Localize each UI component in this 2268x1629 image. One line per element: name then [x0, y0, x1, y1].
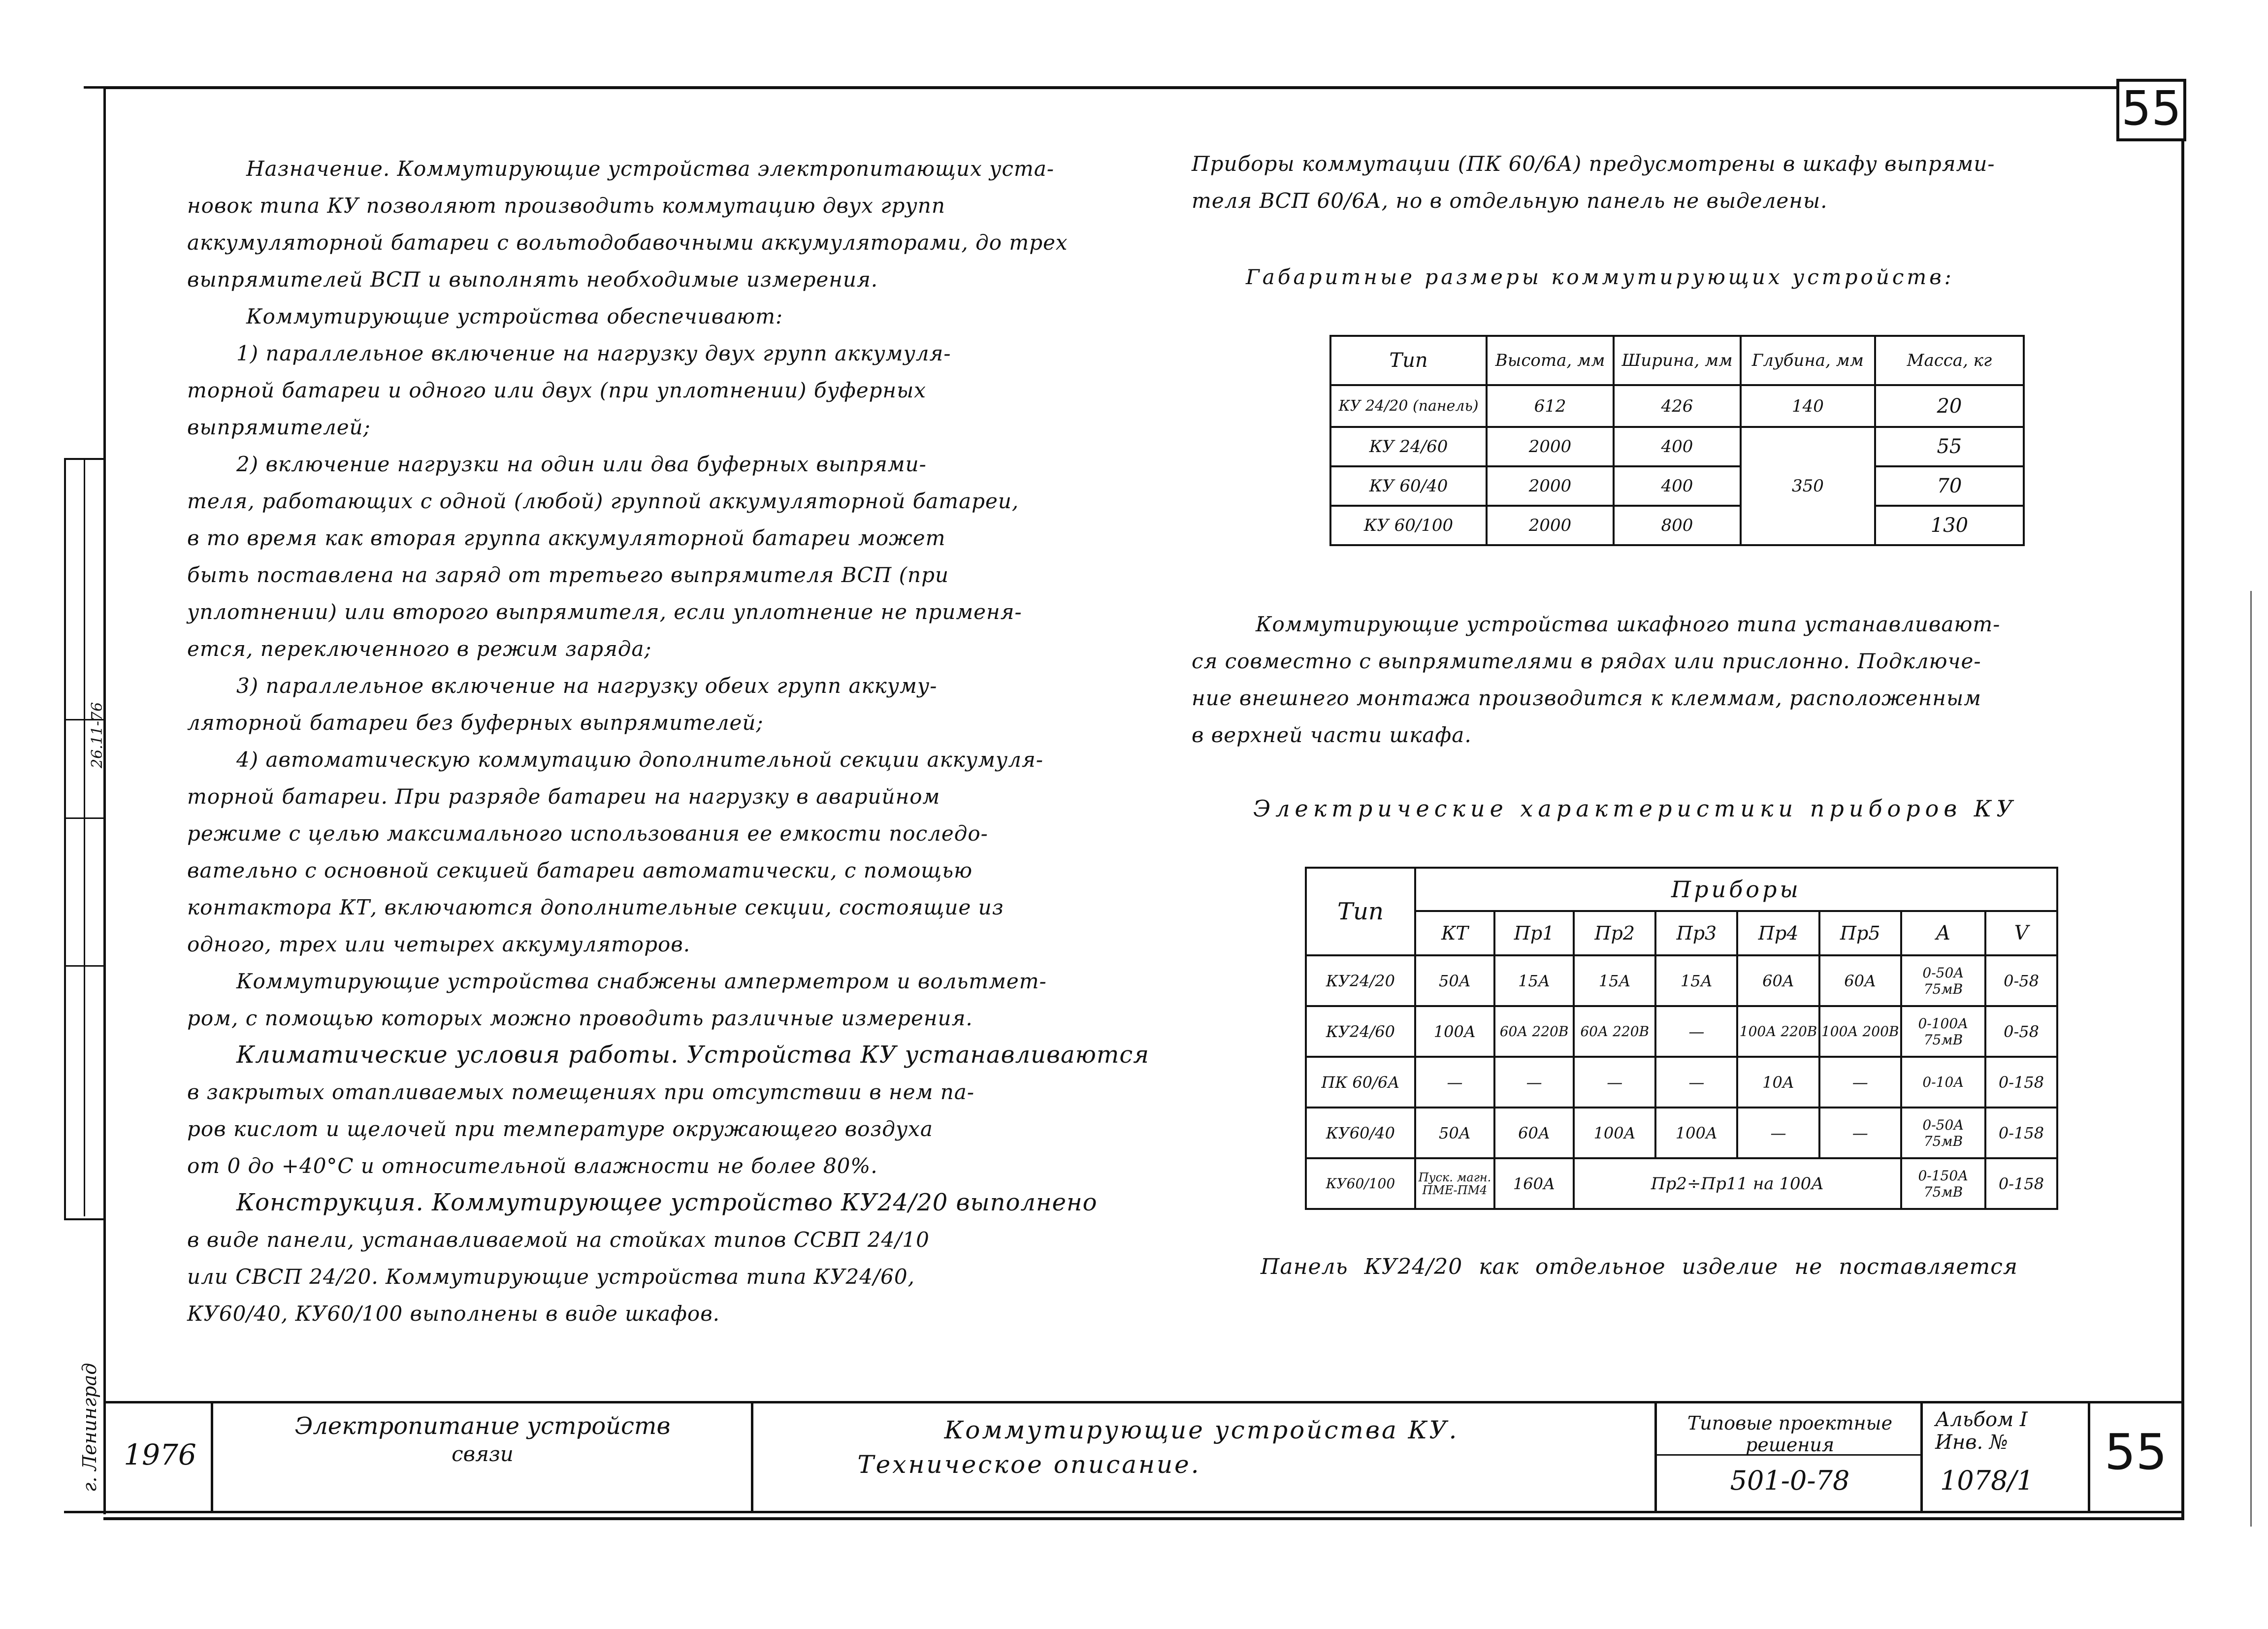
tb-divider-4 — [1920, 1401, 1923, 1513]
elec-cell: 100А 220В — [1737, 1006, 1819, 1057]
title-block-title-1: Коммутирующие устройства КУ. — [944, 1416, 1459, 1444]
elec-cell: 10А — [1737, 1057, 1819, 1108]
text-line: режиме с целью максимального использования ее емкости последо- — [187, 821, 988, 846]
margin-stamp-rule — [64, 817, 103, 819]
elec-cell: 0-50А 75мВ — [1901, 1108, 1985, 1158]
text-line: ся совместно с выпрямителями в рядах или прислонно. Подключе- — [1192, 649, 1981, 673]
dims-cell: КУ 24/60 — [1330, 427, 1487, 466]
elec-cell: 60А 220В — [1574, 1006, 1655, 1057]
dims-header-type: Тип — [1330, 336, 1487, 385]
title-block-sheet: 55 — [2104, 1423, 2168, 1481]
text-line: торной батареи. При разряде батареи на нагрузку в аварийном — [187, 784, 940, 809]
dims-header-depth: Глубина, мм — [1741, 336, 1875, 385]
elec-cell: 60А 220В — [1494, 1006, 1574, 1057]
text-line: КУ60/40, КУ60/100 выполнены в виде шкафов. — [187, 1302, 720, 1326]
elec-cell: 0-58 — [1985, 1006, 2057, 1057]
elec-header-type: Тип — [1306, 868, 1415, 955]
dims-header-height: Высота, мм — [1487, 336, 1614, 385]
elec-cell: — — [1819, 1057, 1901, 1108]
text-line: Приборы коммутации (ПК 60/6А) предусмотрены в шкафу выпрями- — [1192, 152, 1995, 176]
elec-header-devices: Приборы — [1415, 868, 2057, 911]
elec-cell: — — [1574, 1057, 1655, 1108]
dims-cell: 2000 — [1487, 506, 1614, 545]
dims-cell: 800 — [1614, 506, 1741, 545]
elec-header-pr1: Пр1 — [1494, 911, 1574, 955]
dims-cell: 400 — [1614, 466, 1741, 506]
elec-cell: 50А — [1415, 1108, 1494, 1158]
elec-cell: 0-50А 75мВ — [1901, 955, 1985, 1006]
elec-header-a: А — [1901, 911, 1985, 955]
left-column-text — [187, 150, 1149, 1332]
frame-top-extension — [84, 86, 113, 89]
elec-cell: — — [1737, 1108, 1819, 1158]
title-block-bottom-line — [64, 1511, 2184, 1513]
elec-cell: 100А 200В — [1819, 1006, 1901, 1057]
right-edge-mark — [2250, 591, 2252, 1527]
elec-cell-type: КУ60/40 — [1306, 1108, 1415, 1158]
dims-cell: КУ 24/20 (панель) — [1330, 385, 1487, 427]
text-line: вательно с основной секцией батареи автоматически, с помощью — [187, 858, 973, 882]
elec-cell: 0-158 — [1985, 1108, 2057, 1158]
dimensions-table — [1329, 335, 2025, 546]
panel-note: Панель КУ24/20 как отдельное изделие не поставляется — [1261, 1254, 2018, 1279]
elec-cell: 60А — [1819, 955, 1901, 1006]
text-line: Коммутирующие устройства обеспечивают: — [246, 304, 783, 328]
title-block-title-2: Техническое описание. — [857, 1450, 1201, 1479]
text-line: ров кислот и щелочей при температуре окружающего воздуха — [187, 1117, 933, 1141]
title-block-series-2: решения — [1746, 1434, 1834, 1456]
dims-cell-depth-merged: 350 — [1741, 427, 1875, 545]
text-line: 3) параллельное включение на нагрузку обеих групп аккуму- — [236, 674, 938, 698]
text-line: Коммутирующие устройства снабжены амперметром и вольтмет- — [236, 969, 1047, 993]
cabinet-text — [1192, 606, 2000, 753]
title-block-album-2: Инв. № — [1935, 1431, 2008, 1454]
dims-header-width: Ширина, мм — [1614, 336, 1741, 385]
text-line: ется, переключенного в режим заряда; — [187, 637, 652, 661]
title-block-series-1: Типовые проектные — [1687, 1412, 1893, 1434]
elec-cell: 0-100А 75мВ — [1901, 1006, 1985, 1057]
text-line: ляторной батареи без буферных выпрямителей; — [187, 711, 764, 735]
elec-cell: 100А — [1415, 1006, 1494, 1057]
elec-cell: 60А — [1494, 1108, 1574, 1158]
tb-divider-2 — [751, 1401, 753, 1513]
dims-cell: 612 — [1487, 385, 1614, 427]
title-block-year: 1976 — [124, 1438, 196, 1471]
text-line: Назначение. Коммутирующие устройства электропитающих уста- — [246, 157, 1055, 181]
elec-cell: 60А — [1737, 955, 1819, 1006]
elec-cell: 15А — [1574, 955, 1655, 1006]
elec-cell: 15А — [1655, 955, 1737, 1006]
title-block-album-1: Альбом I — [1935, 1408, 2028, 1431]
elec-header-pr3: Пр3 — [1655, 911, 1737, 955]
elec-cell: 0-158 — [1985, 1057, 2057, 1108]
title-block-subject-1: Электропитание устройств — [294, 1412, 671, 1440]
text-line: в то время как вторая группа аккумуляторной батареи может — [187, 526, 946, 550]
dims-cell: 70 — [1875, 466, 2024, 506]
dims-header-mass: Масса, кг — [1875, 336, 2024, 385]
elec-cell: Пуск. магн. ПМЕ-ПМ4 — [1415, 1158, 1494, 1209]
dims-table-title: Габаритные размеры коммутирующих устройств: — [1246, 265, 1954, 289]
elec-cell: — — [1655, 1057, 1737, 1108]
text-line: одного, трех или четырех аккумуляторов. — [187, 932, 691, 956]
elec-cell: — — [1494, 1057, 1574, 1108]
text-line: в закрытых отапливаемых помещениях при отсутствии в нем па- — [187, 1080, 975, 1104]
elec-cell-type: ПК 60/6А — [1306, 1057, 1415, 1108]
text-line: выпрямителей; — [187, 415, 371, 439]
elec-cell: — — [1655, 1006, 1737, 1057]
tb-divider-3 — [1654, 1401, 1657, 1513]
margin-stamp-rule — [64, 965, 103, 967]
elec-header-pr2: Пр2 — [1574, 911, 1655, 955]
dims-cell: 20 — [1875, 385, 2024, 427]
dims-cell: 55 — [1875, 427, 2024, 466]
elec-cell: 0-10А — [1901, 1057, 1985, 1108]
elec-cell: 15А — [1494, 955, 1574, 1006]
text-line: в виде панели, устанавливаемой на стойках типов ССВП 24/10 — [187, 1228, 930, 1252]
elec-table-title: Электрические характеристики приборов КУ — [1253, 795, 2018, 822]
elec-header-pr5: Пр5 — [1819, 911, 1901, 955]
margin-city-label: г. Ленинград — [79, 1363, 100, 1492]
text-line: от 0 до +40°С и относительной влажности не более 80%. — [187, 1154, 878, 1178]
text-line: теля, работающих с одной (любой) группой аккумуляторной батареи, — [187, 489, 1019, 513]
text-line: 4) автоматическую коммутацию дополнительной секции аккумуля- — [236, 748, 1044, 772]
text-line: ние внешнего монтажа производится к клеммам, расположенным — [1192, 686, 1982, 710]
text-line: ром, с помощью которых можно проводить различные измерения. — [187, 1006, 973, 1030]
dims-cell: 2000 — [1487, 466, 1614, 506]
elec-cell: 100А — [1574, 1108, 1655, 1158]
margin-stamp-divider — [84, 458, 85, 1216]
elec-cell-type: КУ60/100 — [1306, 1158, 1415, 1209]
title-block-subject-2: связи — [452, 1442, 514, 1466]
sheet-number-top: 55 — [2121, 81, 2182, 136]
text-line: или СВСП 24/20. Коммутирующие устройства типа КУ24/60, — [187, 1265, 915, 1289]
elec-cell: — — [1415, 1057, 1494, 1108]
dims-cell: 130 — [1875, 506, 2024, 545]
elec-cell-type: КУ24/60 — [1306, 1006, 1415, 1057]
elec-header-v: V — [1985, 911, 2057, 955]
title-block-top-line — [103, 1401, 2184, 1403]
text-line: новок типа КУ позволяют производить коммутацию двух групп — [187, 194, 945, 218]
elec-cell: 0-158 — [1985, 1158, 2057, 1209]
right-intro-text — [1192, 145, 1995, 219]
elec-cell-type: КУ24/20 — [1306, 955, 1415, 1006]
text-line: контактора КТ, включаются дополнительные секции, состоящие из — [187, 895, 1004, 919]
title-block-album-no: 1078/1 — [1940, 1465, 2034, 1496]
text-line: торной батареи и одного или двух (при уплотнении) буферных — [187, 378, 926, 402]
tb-divider-1 — [211, 1401, 213, 1513]
margin-stamp-date: 26.11-76 — [89, 702, 106, 768]
dims-cell: КУ 60/100 — [1330, 506, 1487, 545]
elec-header-kt: КТ — [1415, 911, 1494, 955]
elec-cell: 100А — [1655, 1108, 1737, 1158]
dims-cell: 2000 — [1487, 427, 1614, 466]
text-line: Коммутирующие устройства шкафного типа устанавливают- — [1256, 612, 2001, 636]
text-line: аккумуляторной батареи с вольтодобавочными аккумуляторами, до трех — [187, 230, 1068, 255]
elec-cell-merged: Пр2÷Пр11 на 100А — [1574, 1158, 1901, 1209]
elec-cell: 0-150А 75мВ — [1901, 1158, 1985, 1209]
dims-cell: 426 — [1614, 385, 1741, 427]
elec-cell: 160А — [1494, 1158, 1574, 1209]
dims-cell: КУ 60/40 — [1330, 466, 1487, 506]
text-line: 1) параллельное включение на нагрузку двух групп аккумуля- — [236, 341, 951, 365]
electrical-table — [1305, 867, 2058, 1210]
dims-cell: 400 — [1614, 427, 1741, 466]
text-line: в верхней части шкафа. — [1192, 723, 1472, 747]
elec-cell: 50А — [1415, 955, 1494, 1006]
title-block-series-code: 501-0-78 — [1730, 1465, 1850, 1496]
text-line: 2) включение нагрузки на один или два буферных выпрями- — [236, 452, 927, 476]
text-line: Климатические условия работы. Устройства КУ устанавливаются — [236, 1041, 1150, 1069]
text-line: уплотнении) или второго выпрямителя, если уплотнение не применя- — [187, 600, 1022, 624]
text-line: выпрямителей ВСП и выполнять необходимые измерения. — [187, 267, 878, 292]
text-line: Конструкция. Коммутирующее устройство КУ24/20 выполнено — [236, 1189, 1098, 1216]
elec-cell: — — [1819, 1108, 1901, 1158]
dims-cell: 140 — [1741, 385, 1875, 427]
text-line: теля ВСП 60/6А, но в отдельную панель не выделены. — [1192, 189, 1828, 213]
text-line: быть поставлена на заряд от третьего выпрямителя ВСП (при — [187, 563, 949, 587]
elec-cell: 0-58 — [1985, 955, 2057, 1006]
elec-header-pr4: Пр4 — [1737, 911, 1819, 955]
